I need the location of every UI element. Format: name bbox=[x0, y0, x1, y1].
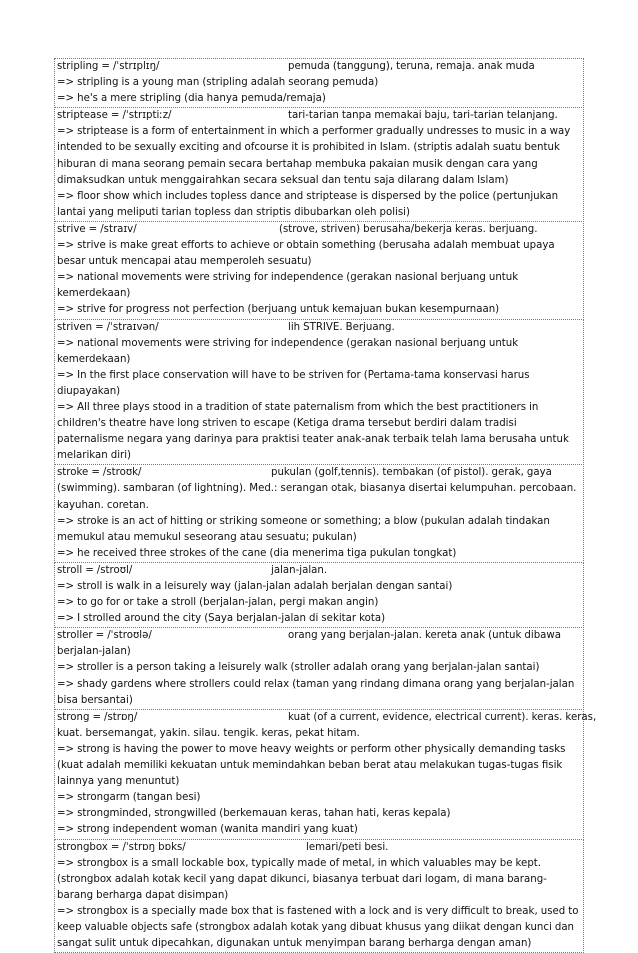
example: => In the first place conservation will have to be striven for (Pertama-tama konservasi harus diupayakan) bbox=[57, 368, 582, 400]
example: => he received three strokes of the cane (dia menerima tiga pukulan tongkat) bbox=[57, 546, 582, 562]
headword: striptease = /ˈstrɪptiːz/ bbox=[57, 108, 172, 124]
entry-head bbox=[57, 465, 582, 481]
example: => strongbox is a specially made box that is fastened with a lock and is very difficult to break, used to keep valuable objects safe (strongbox adalah kotak yang dibuat khusus yang diikat dengan kunci dan sangat sulit untuk dipecahkan, digunakan untuk menyimpan barang berharga dengan aman) bbox=[57, 904, 582, 952]
entry-head bbox=[57, 710, 582, 726]
example: => stroll is walk in a leisurely way (jalan-jalan adalah berjalan dengan santai) bbox=[57, 579, 582, 595]
entry-strong bbox=[54, 709, 584, 840]
headword: striven = /ˈstraɪvən/ bbox=[57, 320, 159, 336]
meaning: orang yang berjalan-jalan. kereta anak (untuk dibawa bbox=[288, 628, 561, 644]
headword: strong = /strɒŋ/ bbox=[57, 710, 137, 726]
example: => national movements were striving for independence (gerakan nasional berjuang untuk kemerdekaan) bbox=[57, 270, 582, 302]
example: => strongminded, strongwilled (berkemauan keras, tahan hati, keras kepala) bbox=[57, 806, 582, 822]
headword: stroke = /stroʊk/ bbox=[57, 465, 141, 481]
example: => I strolled around the city (Saya berjalan-jalan di sekitar kota) bbox=[57, 611, 582, 627]
example: => stroller is a person taking a leisurely walk (stroller adalah orang yang berjalan-jalan santai) bbox=[57, 660, 582, 676]
example: => national movements were striving for independence (gerakan nasional berjuang untuk kemerdekaan) bbox=[57, 336, 582, 368]
example: => strongbox is a small lockable box, typically made of metal, in which valuables may be kept. (strongbox adalah kotak kecil yang dapat dikunci, biasanya terbuat dari logam, di mana barang-barang berharga dapat disimpan) bbox=[57, 856, 582, 904]
meaning-continued: kuat. bersemangat, yakin. silau. tengik. keras, pekat hitam. bbox=[57, 726, 582, 742]
example: => All three plays stood in a tradition of state paternalism from which the best practitioners in children's theatre have long striven to escape (Ketiga drama tersebut berdiri dalam tradisi paternalisme negara yang darinya para praktisi teater anak-anak terbaik telah lama berusaha untuk melarikan diri) bbox=[57, 400, 582, 464]
example: => strive for progress not perfection (berjuang untuk kemajuan bukan kesempurnaan) bbox=[57, 302, 582, 318]
entry-striven bbox=[54, 319, 584, 466]
entry-head bbox=[57, 222, 582, 238]
entry-head bbox=[57, 563, 582, 579]
headword: strive = /straɪv/ bbox=[57, 222, 137, 238]
entry-head bbox=[57, 628, 582, 644]
headword: stroll = /stroʊl/ bbox=[57, 563, 132, 579]
example: => shady gardens where strollers could relax (taman yang rindang dimana orang yang berjalan-jalan bisa bersantai) bbox=[57, 677, 582, 709]
entry-stripling bbox=[54, 58, 584, 108]
meaning: pemuda (tanggung), teruna, remaja. anak muda bbox=[288, 59, 535, 75]
example: => strong independent woman (wanita mandiri yang kuat) bbox=[57, 822, 582, 838]
example: => he's a mere stripling (dia hanya pemuda/remaja) bbox=[57, 91, 582, 107]
entry-strive bbox=[54, 221, 584, 320]
entry-strongbox bbox=[54, 839, 584, 953]
headword: stroller = /ˈstroʊlə/ bbox=[57, 628, 152, 644]
example: => floor show which includes topless dance and striptease is dispersed by the police (pertunjukan lantai yang meliputi tarian topless dan striptis dibubarkan oleh polisi) bbox=[57, 189, 582, 221]
meaning-continued: (swimming). sambaran (of lightning). Med.: serangan otak, biasanya disertai kelumpuhan. percobaan. kayuhan. coretan. bbox=[57, 481, 582, 513]
entry-stroller bbox=[54, 627, 584, 709]
example: => strong is having the power to move heavy weights or perform other physically demanding tasks (kuat adalah memiliki kekuatan untuk memindahkan beban berat atau melakukan tugas-tugas fisik lainnya yang menuntut) bbox=[57, 742, 582, 790]
entry-head bbox=[57, 840, 582, 856]
entry-head bbox=[57, 108, 582, 124]
meaning: (strove, striven) berusaha/bekerja keras. berjuang. bbox=[279, 222, 537, 238]
example: => stripling is a young man (stripling adalah seorang pemuda) bbox=[57, 75, 582, 91]
meaning: lih STRIVE. Berjuang. bbox=[288, 320, 395, 336]
headword: stripling = /ˈstrɪplɪŋ/ bbox=[57, 59, 159, 75]
example: => striptease is a form of entertainment in which a performer gradually undresses to music in a way intended to be sexually exciting and ofcourse it is prohibited in Islam. (striptis adalah suatu bentuk hiburan di mana seorang pemain secara bertahap membuka pakaian musik dengan cara yang dimaksudkan untuk menggairahkan secara seksual dan tentu saja dilarang dalam Islam) bbox=[57, 124, 582, 188]
meaning: lemari/peti besi. bbox=[306, 840, 388, 856]
example: => stroke is an act of hitting or striking someone or something; a blow (pukulan adalah tindakan memukul atau memukul seseorang atau sesuatu; pukulan) bbox=[57, 514, 582, 546]
example: => strive is make great efforts to achieve or obtain something (berusaha adalah membuat upaya besar untuk mencapai atau memperoleh sesuatu) bbox=[57, 238, 582, 270]
entry-stroke bbox=[54, 464, 584, 563]
entry-stroll bbox=[54, 562, 584, 628]
example: => to go for or take a stroll (berjalan-jalan, pergi makan angin) bbox=[57, 595, 582, 611]
headword: strongbox = /ˈstrɒŋ bɒks/ bbox=[57, 840, 186, 856]
entry-head bbox=[57, 320, 582, 336]
meaning: pukulan (golf,tennis). tembakan (of pistol). gerak, gaya bbox=[271, 465, 552, 481]
entry-head bbox=[57, 59, 582, 75]
dictionary-page bbox=[54, 59, 584, 953]
meaning: tari-tarian tanpa memakai baju, tari-tarian telanjang. bbox=[288, 108, 558, 124]
meaning-continued: berjalan-jalan) bbox=[57, 644, 582, 660]
example: => strongarm (tangan besi) bbox=[57, 790, 582, 806]
entry-striptease bbox=[54, 107, 584, 222]
meaning: jalan-jalan. bbox=[271, 563, 327, 579]
meaning: kuat (of a current, evidence, electrical current). keras. keras, bbox=[288, 710, 596, 726]
